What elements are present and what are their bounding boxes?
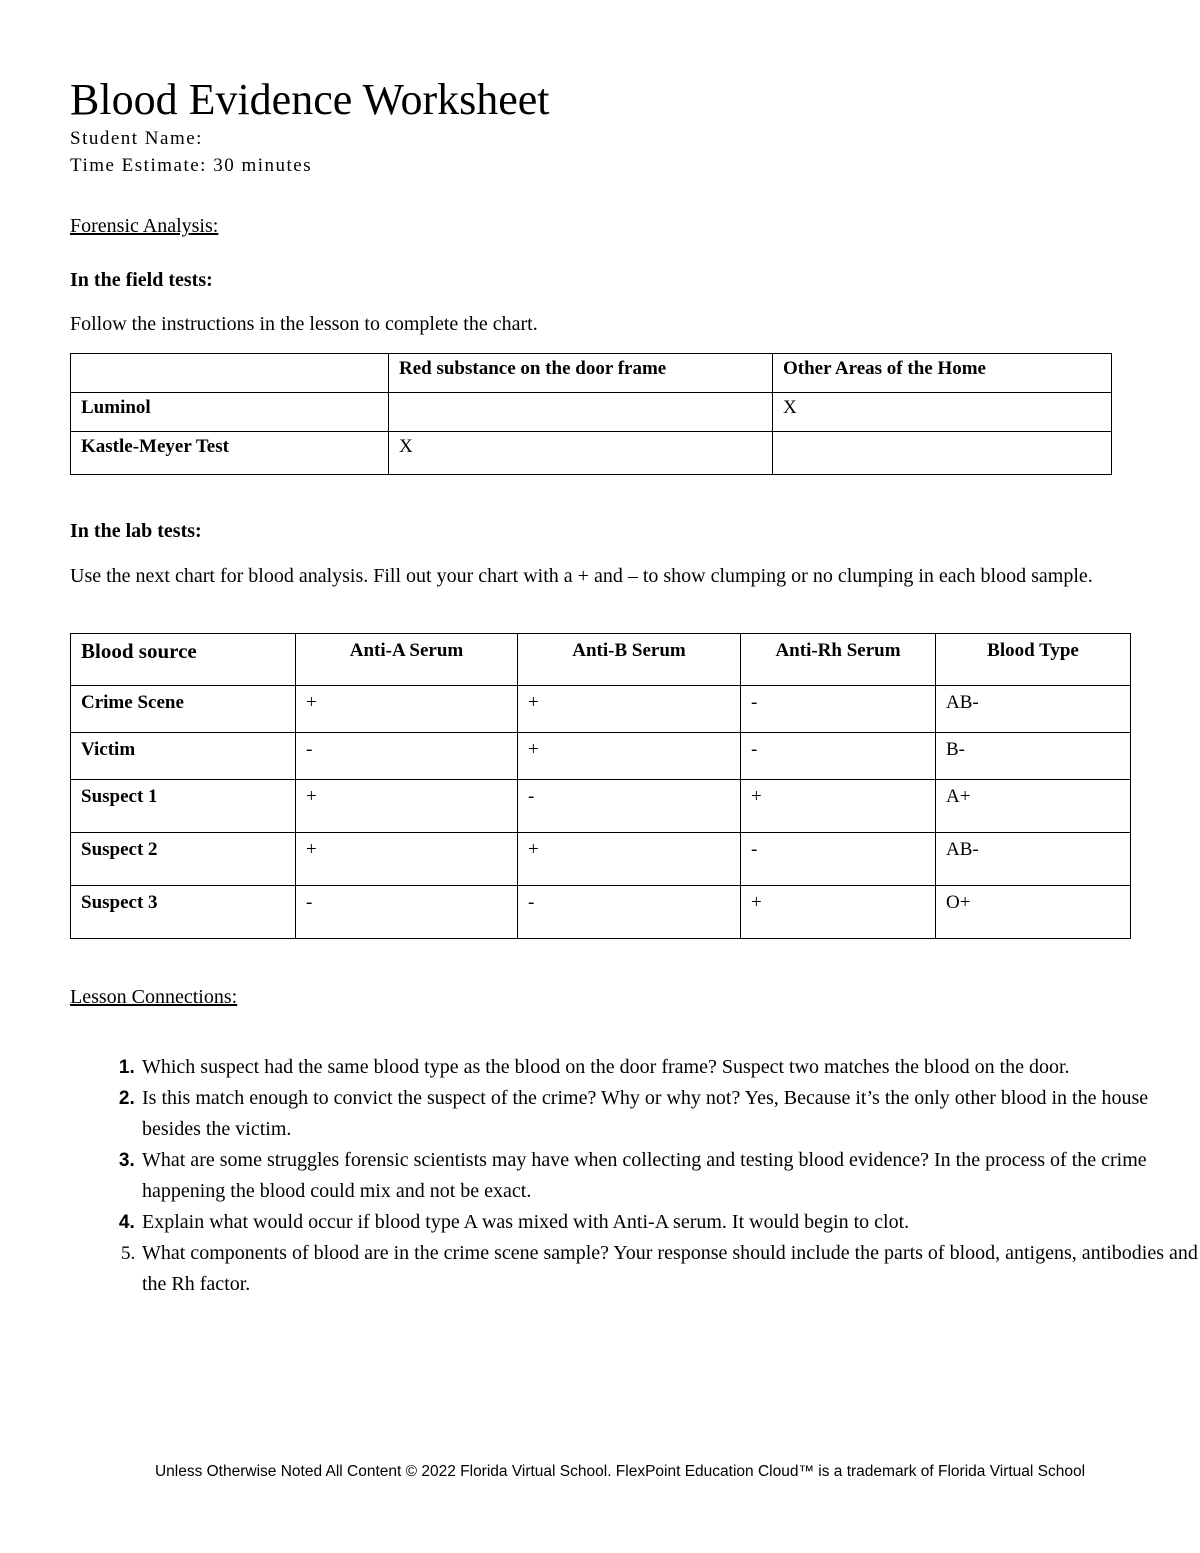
table-row bbox=[71, 886, 1131, 939]
time-estimate: Time Estimate: 30 minutes bbox=[70, 155, 313, 176]
table-header-row bbox=[71, 634, 1131, 686]
lesson-questions-list bbox=[70, 1052, 1200, 1300]
table-header-cell: Anti-A Serum bbox=[296, 634, 518, 686]
row-label: Victim bbox=[71, 733, 296, 780]
table-cell: AB- bbox=[936, 833, 1131, 886]
list-item: 3. What are some struggles forensic scientists may have when collecting and testing blood evidence? In the process of the crime happening the blood could mix and not be exact. bbox=[140, 1145, 1200, 1207]
table-cell bbox=[773, 432, 1112, 475]
table-cell: - bbox=[741, 686, 936, 733]
lab-instructions: Use the next chart for blood analysis. Fill out your chart with a + and – to show clumping or no clumping in each blood sample. bbox=[70, 565, 1093, 587]
table-cell: X bbox=[389, 432, 773, 475]
table-cell: B- bbox=[936, 733, 1131, 780]
field-tests-heading: In the field tests: bbox=[70, 269, 213, 291]
row-label: Crime Scene bbox=[71, 686, 296, 733]
table-header-row bbox=[71, 354, 1112, 393]
table-cell: + bbox=[741, 780, 936, 833]
table-header-cell: Blood source bbox=[71, 634, 296, 686]
table-cell: + bbox=[296, 780, 518, 833]
table-row bbox=[71, 393, 1112, 432]
table-header-cell: Anti-B Serum bbox=[518, 634, 741, 686]
page-title: Blood Evidence Worksheet bbox=[70, 75, 550, 124]
table-cell: + bbox=[518, 733, 741, 780]
table-header-cell: Red substance on the door frame bbox=[389, 354, 773, 393]
table-header-cell: Anti-Rh Serum bbox=[741, 634, 936, 686]
table-row bbox=[71, 432, 1112, 475]
field-tests-table bbox=[70, 353, 1112, 475]
table-row bbox=[71, 780, 1131, 833]
table-cell: + bbox=[296, 833, 518, 886]
table-cell: X bbox=[773, 393, 1112, 432]
table-cell: - bbox=[741, 733, 936, 780]
field-instructions: Follow the instructions in the lesson to complete the chart. bbox=[70, 313, 538, 335]
table-cell: AB- bbox=[936, 686, 1131, 733]
table-cell: + bbox=[518, 833, 741, 886]
row-label: Luminol bbox=[71, 393, 389, 432]
list-item: 2. Is this match enough to convict the suspect of the crime? Why or why not? Yes, Because it’s the only other blood in the house besides the victim. bbox=[140, 1083, 1200, 1145]
row-label: Suspect 2 bbox=[71, 833, 296, 886]
list-item: 1. Which suspect had the same blood type as the blood on the door frame? Suspect two matches the blood on the door. bbox=[140, 1052, 1200, 1083]
table-cell: + bbox=[518, 686, 741, 733]
lesson-connections-heading: Lesson Connections: bbox=[70, 986, 238, 1008]
table-cell: - bbox=[741, 833, 936, 886]
table-cell bbox=[389, 393, 773, 432]
list-item: 4. Explain what would occur if blood type A was mixed with Anti-A serum. It would begin to clot. bbox=[140, 1207, 1200, 1238]
row-label: Suspect 1 bbox=[71, 780, 296, 833]
row-label: Suspect 3 bbox=[71, 886, 296, 939]
table-header-cell: Blood Type bbox=[936, 634, 1131, 686]
row-label: Kastle-Meyer Test bbox=[71, 432, 389, 475]
table-row bbox=[71, 733, 1131, 780]
forensic-analysis-heading: Forensic Analysis: bbox=[70, 215, 219, 237]
table-cell: - bbox=[518, 886, 741, 939]
table-header-cell bbox=[71, 354, 389, 393]
table-cell: A+ bbox=[936, 780, 1131, 833]
table-cell: + bbox=[741, 886, 936, 939]
table-header-cell: Other Areas of the Home bbox=[773, 354, 1112, 393]
lab-tests-table bbox=[70, 633, 1131, 939]
table-cell: + bbox=[296, 686, 518, 733]
table-cell: - bbox=[296, 733, 518, 780]
table-row bbox=[71, 833, 1131, 886]
table-cell: - bbox=[518, 780, 741, 833]
table-cell: - bbox=[296, 886, 518, 939]
footer-copyright: Unless Otherwise Noted All Content © 2022 Florida Virtual School. FlexPoint Education Cloud™ is a trademark of Florida Virtual School bbox=[154, 1463, 1086, 1480]
table-cell: O+ bbox=[936, 886, 1131, 939]
list-item: 5. What components of blood are in the crime scene sample? Your response should include the parts of blood, antigens, antibodies and the Rh factor. bbox=[140, 1238, 1200, 1300]
lab-tests-heading: In the lab tests: bbox=[70, 520, 202, 542]
student-name-label: Student Name: bbox=[70, 128, 203, 149]
table-row bbox=[71, 686, 1131, 733]
